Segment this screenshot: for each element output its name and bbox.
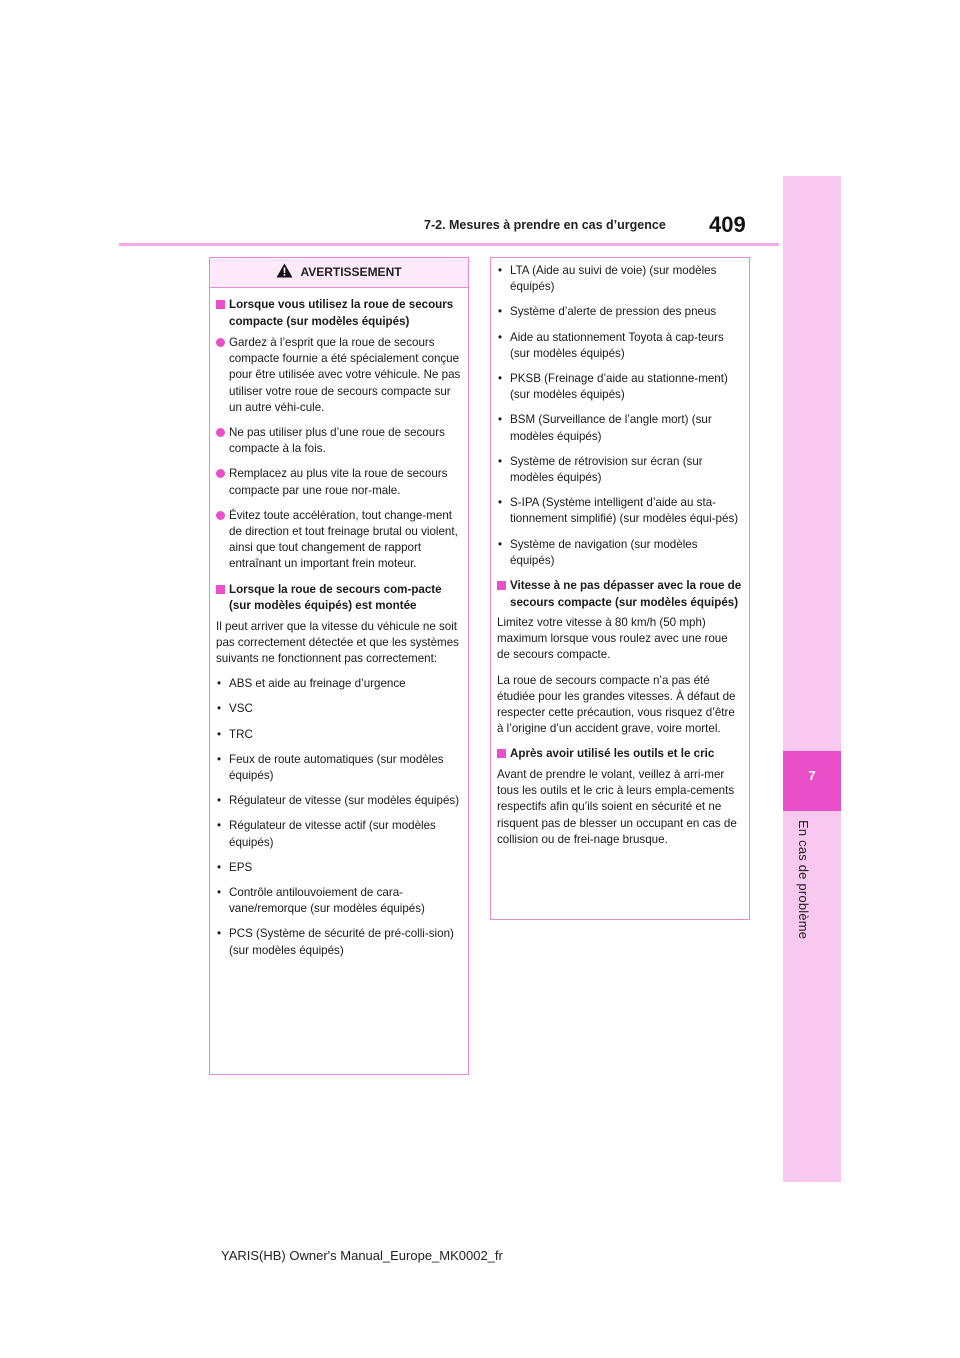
warning-box-left [209,257,469,1075]
list-item: • Régulateur de vitesse (sur modèles équipés) [217,794,460,808]
warning-title: AVERTISSEMENT [300,265,402,280]
circle-bullet-icon [216,511,225,520]
warning-box-right [490,257,750,920]
page-number: 409 [709,212,746,237]
footer-manual-id: YARIS(HB) Owner's Manual_Europe_MK0002_fr [221,1248,503,1263]
list-item: • S-IPA (Système intelligent d’aide au sta-tionnement simplifié) (sur modèles équi-pés) [498,496,739,526]
paragraph: Avant de prendre le volant, veillez à arri-mer tous les outils et le cric à leurs empla-cements respectifs afin qu’ils soient en sécurité et ne risquent pas de blesser un occupant en cas de collision ou de frei-nage brusque. [497,767,737,846]
warning-bullet: Gardez à l’esprit que la roue de secours compacte fournie a été spécialement conçue pour être utilisée avec votre véhicule. Ne pas utiliser votre roue de secours compacte sur un autre véhi-cule. [216,335,462,416]
square-bullet-icon [497,581,506,590]
list-item: • ABS et aide au freinage d’urgence [217,677,406,691]
list-item: • Feux de route automatiques (sur modèles équipés) [217,752,444,783]
list-item: • TRC [217,727,253,741]
list-item: • PKSB (Freinage d’aide au stationne-ment) (sur modèles équipés) [498,372,728,402]
section-heading: Lorsque vous utilisez la roue de secours compacte (sur modèles équipés) [216,297,462,330]
warning-bullet: Remplacez au plus vite la roue de secours compacte par une roue nor-male. [216,466,462,498]
circle-bullet-icon [216,338,225,347]
list-item: • EPS [217,860,253,874]
warning-bullet: Évitez toute accélération, tout change-ment de direction et tout freinage brutal ou violent, ainsi que tout changement de rapport entraînant un important frein moteur. [216,508,462,573]
list-item: • Contrôle antilouvoiement de cara-vane/remorque (sur modèles équipés) [217,886,425,916]
list-item: • PCS (Système de sécurité de pré-colli-sion) (sur modèles équipés) [217,927,454,957]
section-heading: Vitesse à ne pas dépasser avec la roue de secours compacte (sur modèles équipés) [497,578,743,611]
list-item: • Système d’alerte de pression des pneus [498,305,717,319]
circle-bullet-icon [216,428,225,437]
section-heading: Lorsque la roue de secours com-pacte (sur modèles équipés) est montée [216,582,462,615]
paragraph: La roue de secours compacte n’a pas été étudiée pour les grandes vitesses. À défaut de respecter cette précaution, vous risquez d’être à l’origine d’un accident grave, voire mortel. [497,673,736,736]
square-bullet-icon [216,585,225,594]
circle-bullet-icon [216,469,225,478]
list-item: • Aide au stationnement Toyota à cap-teurs (sur modèles équipés) [498,330,724,360]
warning-bullet: Ne pas utiliser plus d’une roue de secours compacte à la fois. [216,425,462,457]
header-divider [119,243,779,246]
chapter-number: 7 [808,768,816,783]
list-item: • Système de navigation (sur modèles équipés) [498,537,698,567]
list-item: • BSM (Surveillance de l’angle mort) (sur modèles équipés) [498,413,712,443]
list-item: • LTA (Aide au suivi de voie) (sur modèles équipés) [498,264,717,294]
list-item: • VSC [217,702,253,716]
square-bullet-icon [497,749,506,758]
chapter-title: En cas de problème [796,820,811,940]
paragraph: Il peut arriver que la vitesse du véhicule ne soit pas correctement détectée et que les systèmes suivants ne fonctionnent pas correctement: [216,619,459,666]
section-title: 7-2. Mesures à prendre en cas d’urgence [424,218,666,232]
chapter-side-tab[interactable] [783,176,841,1182]
section-heading: Après avoir utilisé les outils et le cric [497,746,743,763]
warning-triangle-icon [276,263,293,282]
list-item: • Système de rétrovision sur écran (sur modèles équipés) [498,454,703,485]
list-item: • Régulateur de vitesse actif (sur modèles équipés) [217,819,436,849]
warning-header [210,258,468,288]
paragraph: Limitez votre vitesse à 80 km/h (50 mph) maximum lorsque vous roulez avec une roue de secours compacte. [497,616,728,662]
square-bullet-icon [216,300,225,309]
